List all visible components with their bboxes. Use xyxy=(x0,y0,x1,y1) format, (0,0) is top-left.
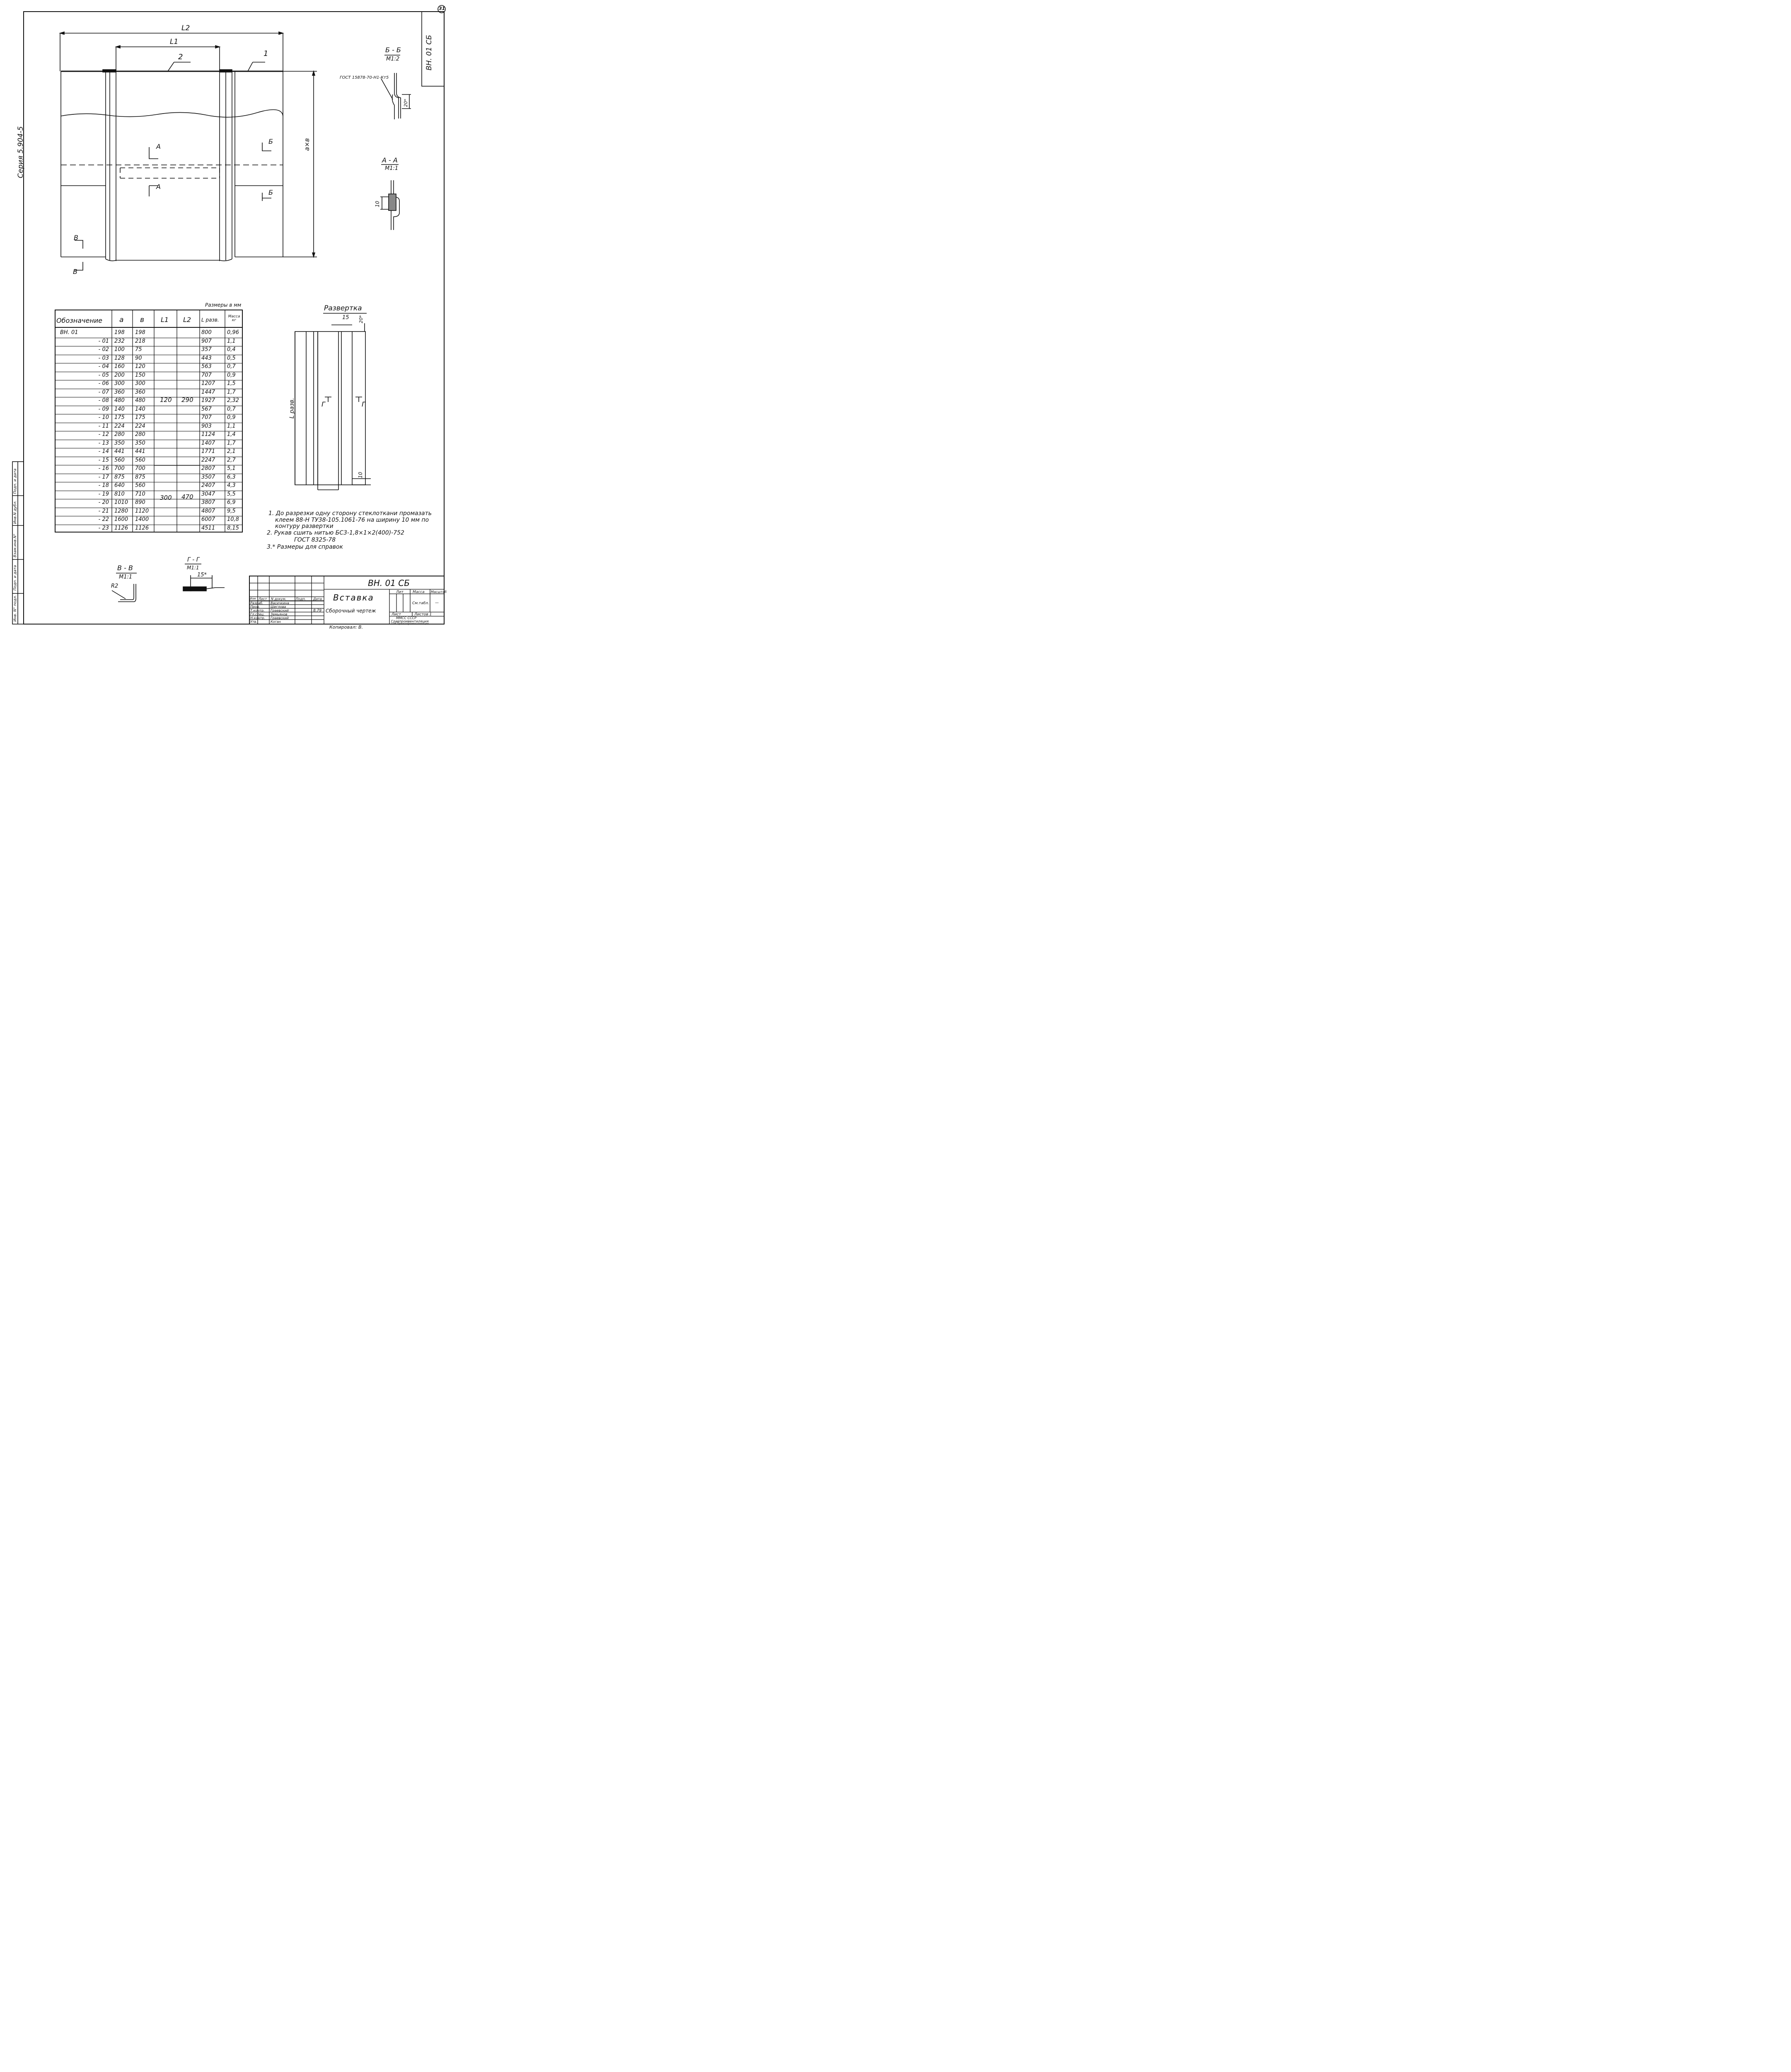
table-cell-r8-c2: 480 xyxy=(135,397,145,404)
table-header-b: в xyxy=(140,316,145,324)
group2-l2: 470 xyxy=(181,493,193,501)
position-2-label: 2 xyxy=(178,53,183,61)
stamp-org-3: ГПИ Проектпромвентиляция xyxy=(391,622,429,625)
table-cell-r7-c4: 1,7 xyxy=(227,389,236,395)
table-cell-r6-c3: 1207 xyxy=(201,380,215,387)
table-cell-r14-c4: 2,1 xyxy=(227,448,236,455)
table-cell-r12-c4: 1,4 xyxy=(227,431,236,438)
table-cell-r4-c2: 120 xyxy=(135,363,145,370)
table-cell-r0-c2: 198 xyxy=(135,329,145,336)
table-cell-r0-c3: 800 xyxy=(201,329,212,336)
table-cell-r4-c4: 0,7 xyxy=(227,363,236,370)
table-cell-r12-c2: 280 xyxy=(135,431,145,438)
table-cell-r13-c1: 350 xyxy=(114,440,125,446)
table-cell-r19-c4: 5,5 xyxy=(227,491,236,497)
table-cell-r3-c1: 128 xyxy=(114,355,125,361)
table-cell-r12-c0: - 12 xyxy=(98,431,109,438)
table-cell-r13-c0: - 13 xyxy=(98,440,109,446)
table-cell-r14-c0: - 14 xyxy=(98,448,109,455)
table-cell-r23-c0: - 23 xyxy=(98,525,109,531)
table-cell-r15-c3: 2247 xyxy=(201,457,215,463)
section-bb-dim: 20* xyxy=(403,99,408,107)
table-cell-r11-c0: - 11 xyxy=(98,423,109,429)
stamp-col-lit: Лит xyxy=(396,590,404,594)
table-cell-r12-c3: 1124 xyxy=(201,431,215,438)
section-bb-gost: ГОСТ 15878-70-Н1-Кт5 xyxy=(340,75,389,80)
section-bb xyxy=(381,55,411,119)
table-cell-r1-c0: - 01 xyxy=(98,338,109,344)
table-cell-r17-c3: 3507 xyxy=(201,474,215,480)
stamp-name: Вставка xyxy=(333,593,374,603)
table-cell-r9-c4: 0,7 xyxy=(227,406,236,412)
table-cell-r11-c2: 224 xyxy=(135,423,145,429)
stamp-person-2: Граевский xyxy=(271,609,289,612)
table-cell-r1-c4: 1,1 xyxy=(227,338,236,344)
note-1b: клеем 88-Н ТУ38-105.1061-76 на ширину 10 мм по xyxy=(275,517,429,523)
razvertka-dim-15: 15 xyxy=(342,315,349,321)
table-cell-r18-c4: 4,3 xyxy=(227,482,236,489)
sidebar-inv-dubl: Инв.N дубл. xyxy=(13,500,17,524)
table-cell-r13-c2: 350 xyxy=(135,440,145,446)
table-cell-r15-c2: 560 xyxy=(135,457,145,463)
table-cell-r3-c0: - 03 xyxy=(98,355,109,361)
stamp-role-5: Утв. xyxy=(250,620,257,624)
stamp-hdr-list: Лист xyxy=(259,597,267,601)
stamp-person-0: Васичкина xyxy=(271,601,289,605)
table-cell-r16-c1: 700 xyxy=(114,465,125,472)
table-cell-r23-c1: 1126 xyxy=(114,525,128,531)
table-cell-r2-c3: 357 xyxy=(201,346,212,353)
section-aa-scale: М1:1 xyxy=(385,165,399,172)
cut-a-top-label: А xyxy=(156,143,161,150)
section-gg-title: Г - Г xyxy=(187,557,200,563)
table-cell-r23-c2: 1126 xyxy=(135,525,149,531)
table-cell-r10-c0: - 10 xyxy=(98,414,109,421)
table-cell-r17-c1: 875 xyxy=(114,474,125,480)
razvertka-dim-20: 20* xyxy=(358,315,364,323)
stamp-col-mass: Масса xyxy=(413,590,425,594)
stamp-scale-value: — xyxy=(435,601,439,605)
table-header-mass: Масса кг xyxy=(228,315,240,322)
table-cell-r15-c4: 2,7 xyxy=(227,457,236,463)
cut-a-bottom-label: А xyxy=(156,183,161,191)
table-cell-r4-c3: 563 xyxy=(201,363,212,370)
table-cell-r5-c3: 707 xyxy=(201,372,212,378)
section-vv-radius: R2 xyxy=(111,583,118,589)
table-cell-r17-c4: 6,3 xyxy=(227,474,236,480)
table-cell-r14-c1: 441 xyxy=(114,448,125,455)
table-cell-r7-c1: 360 xyxy=(114,389,125,395)
table-cell-r22-c4: 10,8 xyxy=(227,516,239,523)
table-cell-r14-c2: 441 xyxy=(135,448,145,455)
note-3: 3.* Размеры для справок xyxy=(267,544,343,550)
sidebar-inv-podl: Инв. N° подл. xyxy=(13,595,17,622)
note-2b: ГОСТ 8325-78 xyxy=(294,537,336,543)
table-cell-r9-c3: 567 xyxy=(201,406,212,412)
table-cell-r16-c3: 2807 xyxy=(201,465,215,472)
table-cell-r9-c1: 140 xyxy=(114,406,125,412)
sheet-number: 31 xyxy=(439,6,445,11)
stamp-mass-value: См.табл. xyxy=(412,601,429,605)
table-cell-r17-c2: 875 xyxy=(135,474,145,480)
table-cell-r20-c3: 3807 xyxy=(201,499,215,506)
table-header-lrazv: L разв. xyxy=(201,317,219,323)
table-cell-r1-c1: 232 xyxy=(114,338,125,344)
table-cell-r6-c0: - 06 xyxy=(98,380,109,387)
section-bb-title: Б - Б xyxy=(385,46,401,54)
table-cell-r16-c0: - 16 xyxy=(98,465,109,472)
dim-axb-label: а×в xyxy=(303,138,311,151)
table-cell-r6-c1: 300 xyxy=(114,380,125,387)
table-header-l2: L2 xyxy=(183,316,191,324)
table-cell-r7-c3: 1447 xyxy=(201,389,215,395)
note-2a: 2. Рукав сшить нитью БС3-1,8×1×2(400)-752 xyxy=(267,530,404,536)
table-cell-r16-c2: 700 xyxy=(135,465,145,472)
table-cell-r15-c0: - 15 xyxy=(98,457,109,463)
section-aa-title: А - А xyxy=(382,156,398,164)
razvertka-cut-g-left: Г xyxy=(321,400,325,408)
table-cell-r15-c1: 560 xyxy=(114,457,125,463)
table-cell-r4-c1: 160 xyxy=(114,363,125,370)
table-cell-r10-c3: 707 xyxy=(201,414,212,421)
table-cell-r21-c2: 1120 xyxy=(135,508,149,514)
table-cell-r18-c3: 2407 xyxy=(201,482,215,489)
stamp-org-1: ММСС СССР xyxy=(396,616,417,620)
table-header-designation: Обозначение xyxy=(56,317,103,324)
section-aa-dim: 10 xyxy=(375,201,380,207)
stamp-col-scale: Масштаб xyxy=(431,590,447,594)
table-cell-r20-c1: 1010 xyxy=(114,499,128,506)
section-vv-title: В - В xyxy=(117,564,133,572)
table-cell-r18-c1: 640 xyxy=(114,482,125,489)
table-cell-r10-c2: 175 xyxy=(135,414,145,421)
section-gg-scale: М1:1 xyxy=(187,565,199,571)
table-cell-r19-c1: 810 xyxy=(114,491,125,497)
table-cell-r20-c4: 6,9 xyxy=(227,499,236,506)
stamp-role-4: Н.контр. xyxy=(250,616,265,620)
table-cell-r11-c1: 224 xyxy=(114,423,125,429)
cut-b-top-label: Б xyxy=(268,138,273,145)
stamp-person-3: Земьянов xyxy=(271,612,288,616)
stamp-date: 8.79 xyxy=(313,609,322,613)
group1-l2: 290 xyxy=(181,396,193,404)
table-cell-r14-c3: 1771 xyxy=(201,448,215,455)
stamp-person-1: Шеглова xyxy=(271,605,286,609)
section-vv-scale: М1:1 xyxy=(119,574,133,580)
stamp-person-5: Коган xyxy=(271,620,281,624)
table-cell-r12-c1: 280 xyxy=(114,431,125,438)
table-cell-r2-c4: 0,4 xyxy=(227,346,236,353)
table-cell-r7-c2: 360 xyxy=(135,389,145,395)
table-cell-r5-c2: 150 xyxy=(135,372,145,378)
table-cell-r10-c1: 175 xyxy=(114,414,125,421)
stamp-role-3: Гл.спец. xyxy=(250,612,265,616)
table-cell-r21-c3: 4807 xyxy=(201,508,215,514)
table-cell-r19-c0: - 19 xyxy=(98,491,109,497)
table-cell-r11-c3: 903 xyxy=(201,423,212,429)
table-cell-r7-c0: - 07 xyxy=(98,389,109,395)
razvertka-cut-g-right: Г xyxy=(362,400,365,408)
stamp-doc-type: Сборочный чертеж xyxy=(326,608,376,614)
dim-l1-label: L1 xyxy=(170,38,179,46)
stamp-org-2: Главпромвентиляция xyxy=(391,620,429,623)
table-cell-r13-c4: 1,7 xyxy=(227,440,236,446)
table-cell-r8-c4: 2,32 xyxy=(227,397,239,404)
razvertka-title: Развертка xyxy=(324,304,362,312)
table-cell-r16-c4: 5,1 xyxy=(227,465,236,472)
sidebar-podp-data-2: Подп. и дата xyxy=(13,468,17,494)
table-cell-r21-c0: - 21 xyxy=(98,508,109,514)
table-cell-r6-c4: 1,5 xyxy=(227,380,236,387)
stamp-role-0: Разраб. xyxy=(250,601,263,605)
table-cell-r0-c0: ВН. 01 xyxy=(60,329,78,336)
table-cell-r17-c0: - 17 xyxy=(98,474,109,480)
table-cell-r2-c1: 100 xyxy=(114,346,125,353)
table-cell-r3-c3: 443 xyxy=(201,355,212,361)
stamp-role-2: Т.контр. xyxy=(250,609,265,612)
table-cell-r5-c1: 200 xyxy=(114,372,125,378)
table-cell-r22-c2: 1400 xyxy=(135,516,149,523)
table-cell-r21-c1: 1280 xyxy=(114,508,128,514)
table-cell-r1-c3: 907 xyxy=(201,338,212,344)
table-cell-r4-c0: - 04 xyxy=(98,363,109,370)
table-header-a: а xyxy=(119,316,124,324)
stamp-code: ВН. 01 СБ xyxy=(368,578,410,588)
table-cell-r21-c4: 9,5 xyxy=(227,508,236,514)
sidebar-podp-data-1: Подп. и дата xyxy=(13,565,17,591)
section-bb-scale: М1:2 xyxy=(386,56,400,62)
razvertka-dim-10: 10 xyxy=(358,472,363,478)
dim-l2-label: L2 xyxy=(181,24,190,32)
table-cell-r3-c4: 0,5 xyxy=(227,355,236,361)
table-cell-r19-c2: 710 xyxy=(135,491,145,497)
table-header-l1: L1 xyxy=(161,316,169,324)
document-code-top: ВН. 01 СБ xyxy=(425,35,433,70)
stamp-hdr-sign: Подп. xyxy=(296,597,306,601)
stamp-person-4: Граевский xyxy=(271,616,289,620)
stamp-sheet: Лист xyxy=(392,612,401,617)
series-label: Серия 5.904-5 xyxy=(17,126,25,178)
section-aa xyxy=(380,165,399,230)
note-1a: 1. До разрезки одну сторону стеклоткани промазать xyxy=(268,510,432,517)
table-cell-r9-c2: 140 xyxy=(135,406,145,412)
cut-b-bottom-label: Б xyxy=(268,189,273,196)
table-cell-r3-c2: 90 xyxy=(135,355,142,361)
table-cell-r22-c0: - 22 xyxy=(98,516,109,523)
table-cell-r11-c4: 1,1 xyxy=(227,423,236,429)
table-cell-r1-c2: 218 xyxy=(135,338,145,344)
group1-l1: 120 xyxy=(160,396,172,404)
table-cell-r20-c0: - 20 xyxy=(98,499,109,506)
table-cell-r0-c4: 0,96 xyxy=(227,329,239,336)
stamp-hdr-doc: N докум. xyxy=(271,597,287,601)
sidebar-vzam-inv: Взам.инв.N° xyxy=(13,533,17,557)
table-cell-r13-c3: 1407 xyxy=(201,440,215,446)
stamp-role-1: Пров. xyxy=(250,605,260,609)
table-cell-r23-c4: 8,15 xyxy=(227,525,239,531)
razvertka-view xyxy=(295,313,371,490)
table-cell-r19-c3: 3047 xyxy=(201,491,215,497)
position-1-label: 1 xyxy=(263,49,268,58)
table-cell-r5-c4: 0,9 xyxy=(227,372,236,378)
stamp-hdr-date: Дата xyxy=(313,597,322,601)
main-view xyxy=(60,32,317,270)
stamp-hdr-izm: Изм xyxy=(250,597,256,600)
razvertka-dim-l: L разв. xyxy=(289,398,295,419)
table-cell-r9-c0: - 09 xyxy=(98,406,109,412)
stamp-copied: Копировал: В. xyxy=(329,625,363,630)
table-cell-r22-c1: 1600 xyxy=(114,516,128,523)
table-cell-r6-c2: 300 xyxy=(135,380,145,387)
table-cell-r10-c4: 0,9 xyxy=(227,414,236,421)
table-cell-r22-c3: 6007 xyxy=(201,516,215,523)
stamp-sheets: Листов 1 xyxy=(414,612,432,617)
note-1c: контуру развертки xyxy=(275,523,334,530)
table-cell-r2-c2: 75 xyxy=(135,346,142,353)
table-cell-r23-c3: 4511 xyxy=(201,525,215,531)
table-cell-r8-c1: 480 xyxy=(114,397,125,404)
table-cell-r2-c0: - 02 xyxy=(98,346,109,353)
table-cell-r18-c0: - 18 xyxy=(98,482,109,489)
section-gg-dim: 15* xyxy=(197,572,207,578)
table-cell-r0-c1: 198 xyxy=(114,329,125,336)
group2-l1: 300 xyxy=(160,494,172,501)
cut-v-bottom-label: В xyxy=(73,268,77,276)
table-cell-r20-c2: 890 xyxy=(135,499,145,506)
table-units: Размеры в мм xyxy=(205,302,242,308)
table-cell-r5-c0: - 05 xyxy=(98,372,109,378)
table-cell-r8-c3: 1927 xyxy=(201,397,215,404)
table-cell-r8-c0: - 08 xyxy=(98,397,109,404)
cut-v-top-label: В xyxy=(74,234,78,242)
table-cell-r18-c2: 560 xyxy=(135,482,145,489)
